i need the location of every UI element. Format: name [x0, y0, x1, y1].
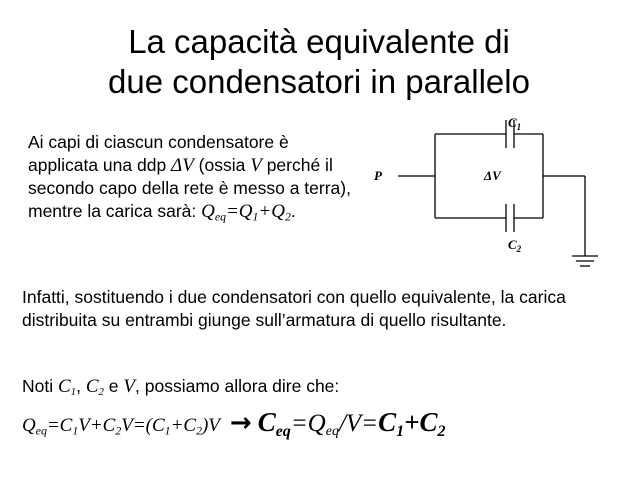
right-arrow-icon: → — [229, 408, 252, 438]
formula-part-2: V+C — [78, 415, 116, 436]
formula-part-6: =Q — [290, 410, 326, 437]
formula-part-8: +C — [404, 407, 438, 437]
formula-sub-1: 1 — [72, 424, 79, 438]
intro-v: V — [250, 154, 262, 176]
formula-q-sub: eq — [35, 424, 47, 438]
noti-c1: C — [57, 376, 71, 397]
intro-text-2: (ossia — [193, 154, 251, 175]
c1-label — [508, 115, 521, 132]
intro-text-1: Ai capi di ciascun condensatore è applicata una ddp — [28, 132, 289, 175]
noti-e: e — [103, 376, 124, 396]
formula-part-1: =C — [46, 415, 73, 436]
node-p-label: P — [374, 168, 382, 183]
c1-label-sub: 1 — [516, 122, 522, 132]
formula-sub-4: 2 — [196, 424, 202, 438]
c2-label-sub: 2 — [516, 244, 522, 254]
noti-c2-sub: 2 — [98, 386, 104, 399]
intro-charge-formula — [201, 201, 291, 222]
parallel-capacitor-circuit — [360, 108, 610, 276]
intro-sub-1: 1 — [252, 209, 259, 223]
noti-line — [22, 375, 339, 404]
delta-v-label: ΔV — [484, 168, 501, 183]
formula-ceq-sub: eq — [275, 422, 291, 440]
formula-c1: C — [378, 407, 397, 437]
title-line-1: La capacità equivalente di — [128, 23, 510, 60]
page-title — [0, 22, 638, 102]
intro-plus: +Q — [258, 200, 285, 222]
intro-eq1: =Q — [225, 200, 253, 222]
noti-comma: , — [76, 376, 86, 396]
noti-text-2: , possiamo allora dire che: — [135, 376, 340, 396]
noti-c2: C — [85, 376, 99, 397]
explanation-paragraph: Infatti, sostituendo i due condensatori con quello equivalente, la carica distribuita su entrambi giunge sull’armatura di quello risultante. — [22, 287, 566, 330]
formula-part-7: /V= — [338, 410, 379, 437]
formula-part-3: V=(C — [121, 415, 165, 436]
formula-ceq: C — [257, 407, 276, 437]
intro-delta-v: ΔV — [171, 154, 194, 176]
formula-q: Q — [22, 415, 36, 436]
c2-label — [508, 237, 522, 254]
intro-dot: . — [290, 200, 296, 221]
intro-paragraph — [28, 131, 358, 228]
noti-v: V — [123, 376, 136, 397]
intro-q: Q — [201, 200, 215, 222]
c1-label-letter: C — [508, 115, 517, 130]
formula-qeq-sub: eq — [325, 423, 339, 439]
capacitance-formula — [22, 402, 445, 452]
intro-q-sub: eq — [214, 209, 226, 223]
noti-text-1: Noti — [22, 376, 58, 396]
formula-sub-3: 1 — [164, 424, 171, 438]
intro-text-3: perché il secondo capo della rete è messo a terra), mentre la carica sarà: — [28, 154, 351, 221]
formula-sub-2: 2 — [115, 424, 122, 438]
formula-part-4: +C — [170, 415, 197, 436]
c2-label-letter: C — [508, 237, 517, 252]
formula-c1-sub: 1 — [396, 422, 405, 440]
intro-sub-2: 2 — [284, 209, 291, 223]
formula-part-5: )V — [201, 415, 220, 436]
formula-c2-sub: 2 — [437, 422, 446, 440]
title-line-2: due condensatori in parallelo — [108, 63, 530, 100]
noti-c1-sub: 1 — [70, 386, 77, 399]
